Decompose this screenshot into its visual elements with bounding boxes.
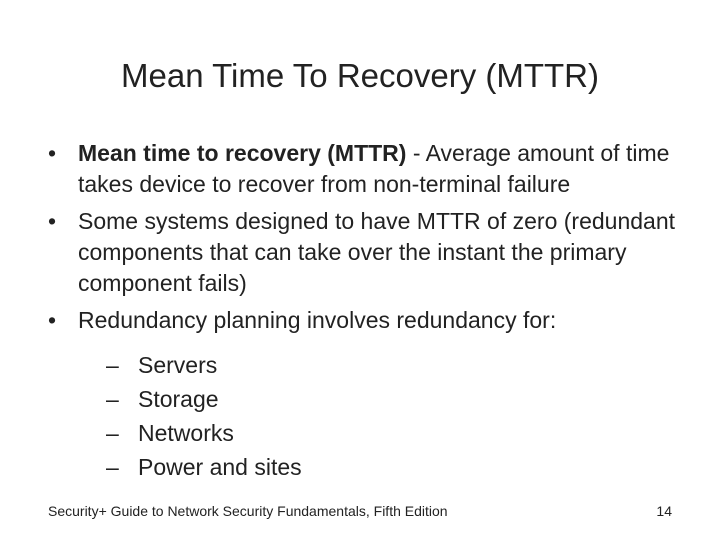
- slide-title: Mean Time To Recovery (MTTR): [121, 57, 599, 94]
- sub-bullet-text: Servers: [138, 352, 218, 378]
- bullet-marker: •: [48, 208, 57, 234]
- bullet-marker: •: [48, 307, 57, 333]
- page-number: 14: [656, 503, 672, 519]
- bullet-bold-term: Mean time to recovery (MTTR): [78, 140, 407, 166]
- sub-bullet-item-servers: [78, 348, 688, 382]
- bullet-text: Redundancy planning involves redundancy for:: [78, 307, 557, 333]
- dash-marker: –: [106, 454, 119, 480]
- sub-bullet-list: [78, 348, 688, 484]
- bullet-list: [48, 138, 688, 490]
- bullet-item-redundancy-planning: [48, 305, 688, 484]
- sub-bullet-item-power-and-sites: [78, 450, 688, 484]
- sub-bullet-text: Storage: [138, 386, 219, 412]
- dash-marker: –: [106, 420, 119, 446]
- bullet-marker: •: [48, 140, 57, 166]
- bullet-item-mttr-definition: [48, 138, 688, 200]
- slide-footer: Security+ Guide to Network Security Fundamentals, Fifth Edition: [48, 503, 448, 519]
- bullet-item-zero-mttr: [48, 206, 688, 299]
- sub-bullet-item-storage: [78, 382, 688, 416]
- sub-bullet-text: Networks: [138, 420, 234, 446]
- dash-marker: –: [106, 352, 119, 378]
- sub-bullet-text: Power and sites: [138, 454, 302, 480]
- dash-marker: –: [106, 386, 119, 412]
- bullet-text: Some systems designed to have MTTR of zero (redundant components that can take over the instant the primary component fails): [78, 208, 676, 296]
- bullet-text: - Average amount of time takes device to recover from non-terminal failure: [78, 140, 670, 197]
- sub-bullet-item-networks: [78, 416, 688, 450]
